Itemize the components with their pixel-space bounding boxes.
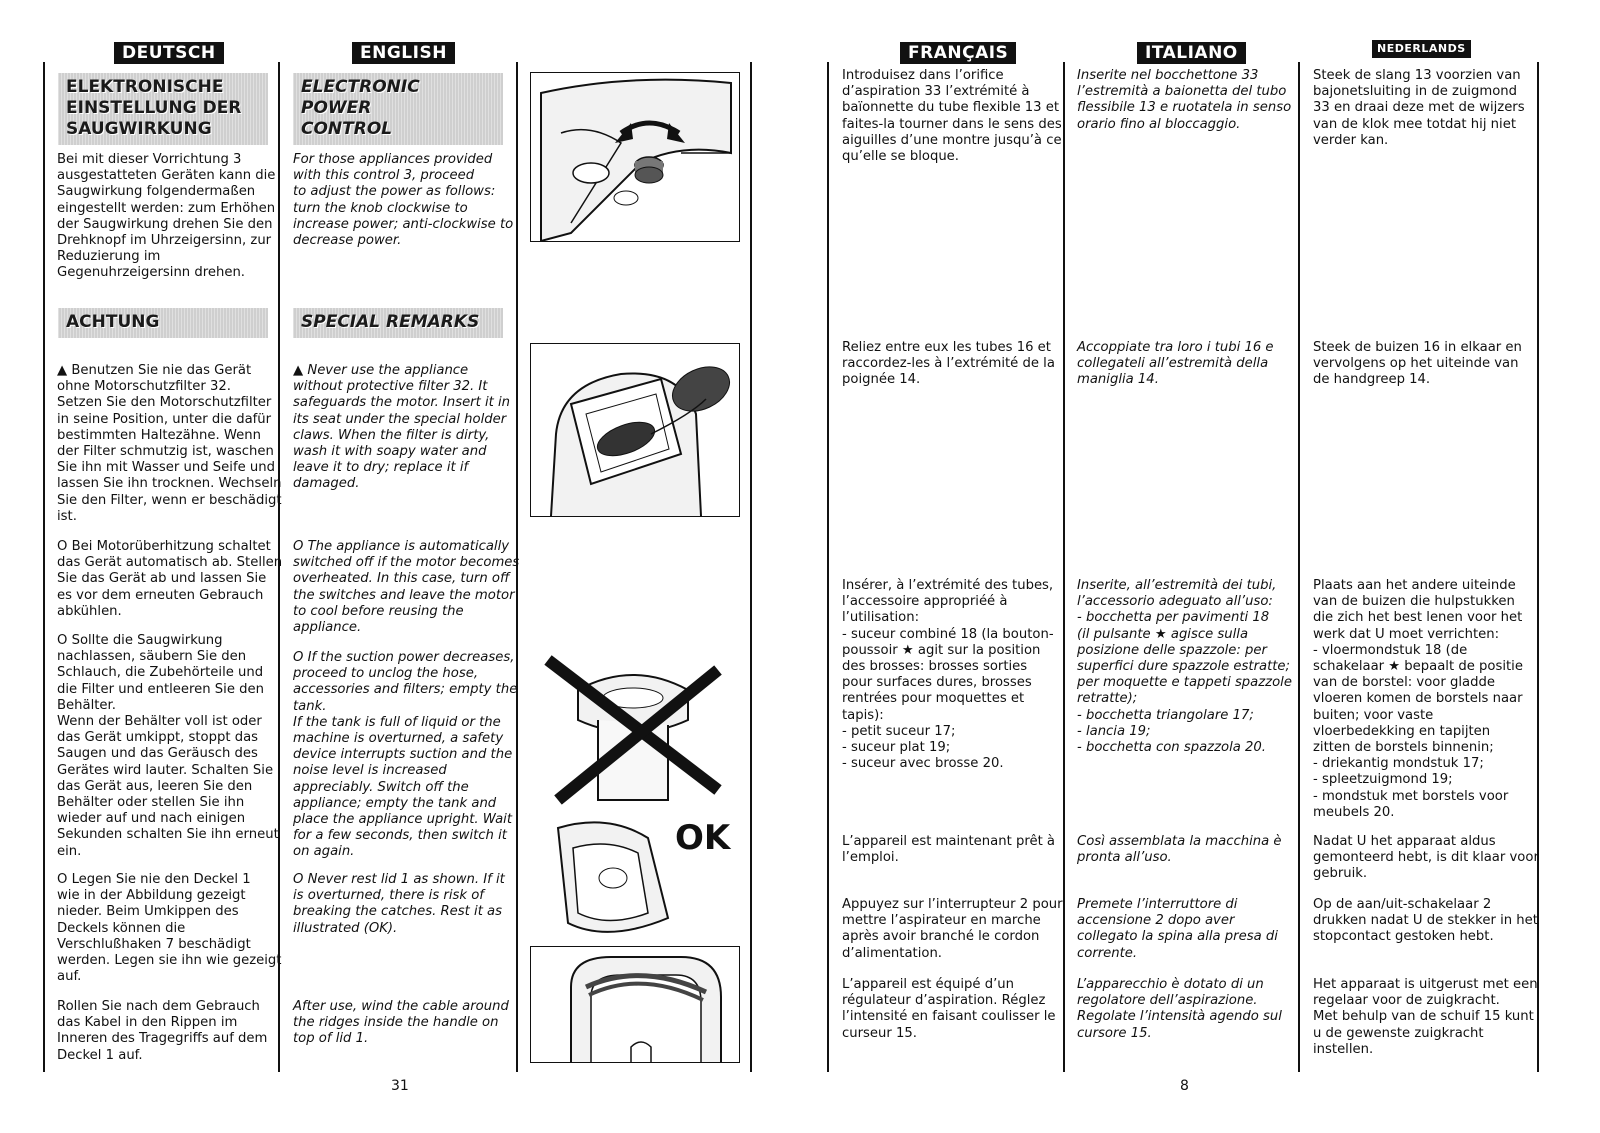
paragraph: Bei mit dieser Vorrichtung 3 ausgestatteten Geräten kann die Saugwirkung folgendermaßen eingestellt werden: zum Erhöhen der Saugwirkung drehen Sie den Drehknopf im Uhrzeigersinn, zur Reduzierung im Gegenuhrzeigersinn drehen.: [57, 152, 276, 281]
figure-lid-ok: [548, 818, 673, 938]
paragraph: After use, wind the cable around the ridges inside the handle on top of lid 1.: [293, 999, 509, 1047]
paragraph: O If the suction power decreases, proceed to unclog the hose, accessories and filters; empty the tank. If the tank is full of liquid or the machine is overturned, a safety device interrupts suction and the noise level is increased appreciably. Switch off the appliance; empty the tank and place the appliance upright. Wait for a few seconds, then switch it on again.: [293, 650, 518, 860]
paragraph: Introduisez dans l’orifice d’aspiration 33 l’extrémité à baïonnette du tube flexible 13 et faites-la tourner dans le sens des aiguilles d’une montre jusqu’à ce qu’elle se bloque.: [842, 68, 1062, 165]
paragraph: Insérer, à l’extrémité des tubes, l’accessoire appropriéé à l’utilisation: - suceur combiné 18 (la bouton- poussoir ★ agit sur la position des brosses: brosses sorties pour surfaces dures, brosses rentrées pour moquettes et tapis): - petit suceur 17; - suceur plat 19; - suceur avec brosse 20.: [842, 578, 1054, 772]
paragraph: O Bei Motorüberhitzung schaltet das Gerät automatisch ab. Stellen Sie das Gerät ab und lassen Sie es vor dem erneuten Gebrauch abkühlen.: [57, 539, 283, 619]
page-number: 31: [391, 1078, 409, 1094]
section-heading: [58, 73, 268, 145]
paragraph: L’apparecchio è dotato di un regolatore dell’aspirazione. Regolate l’intensità agendo sul cursore 15.: [1077, 977, 1282, 1041]
paragraph: ▲ Benutzen Sie nie das Gerät ohne Motorschutzfilter 32. Setzen Sie den Motorschutzfilter in seine Position, unter die dafür bestimmten Haltezähne. Wenn der Filter schmutzig ist, waschen Sie ihn mit Wasser und Seife und lassen Sie ihn trocknen. Wechseln Sie den Filter, wenn er beschädigt ist.: [57, 363, 282, 524]
language-tag-english: ENGLISH: [352, 42, 455, 64]
paragraph: Het apparaat is uitgerust met een regelaar voor de zuigkracht. Met behulp van de schuif 15 kunt u de gewenste zuigkracht instellen.: [1313, 977, 1538, 1057]
paragraph: For those appliances provided with this control 3, proceed to adjust the power as follows: turn the knob clockwise to increase power; anti-clockwise to decrease power.: [293, 152, 514, 249]
figure-lid-wrong: [538, 650, 728, 810]
paragraph: L’appareil est maintenant prêt à l’emploi.: [842, 834, 1056, 866]
figure-cable-wind: [530, 946, 740, 1063]
paragraph: ▲ Never use the appliance without protective filter 32. It safeguards the motor. Insert it in its seat under the special holder claws. When the filter is dirty, wash it with soapy water and leave it to dry; replace it if damaged.: [293, 363, 511, 492]
paragraph: Op de aan/uit-schakelaar 2 drukken nadat U de stekker in het stopcontact gestoken hebt.: [1313, 897, 1538, 945]
paragraph: Appuyez sur l’interrupteur 2 pour mettre l’aspirateur en marche après avoir branché le cordon d’alimentation.: [842, 897, 1063, 961]
heading-text: SPECIAL REMARKS: [301, 312, 480, 332]
column-rule: [43, 62, 45, 1072]
paragraph: Nadat U het apparaat aldus gemonteerd hebt, is dit klaar voor gebruik.: [1313, 834, 1539, 882]
paragraph: Inserite, all’estremità dei tubi, l’accessorio adeguato all’uso: - bocchetta per pavimenti 18 (il pulsante ★ agisce sulla posizione delle spazzole: per superfici dure spazzole estratte; per moquette e tappeti spazzole retratte); - bocchetta triangolare 17; - lancia 19; - bocchetta con spazzola 20.: [1077, 578, 1292, 756]
paragraph: Steek de buizen 16 in elkaar en vervolgens op het uiteinde van de handgreep 14.: [1313, 340, 1522, 388]
paragraph: Steek de slang 13 voorzien van bajonetsluiting in de zuigmond 33 en draai deze met de wijzers van de klok mee totdat hij niet verder kan.: [1313, 68, 1525, 148]
paragraph: Inserite nel bocchettone 33 l’estremità a baionetta del tubo flessibile 13 e ruotatela in senso orario fino al bloccaggio.: [1077, 68, 1292, 132]
page-number: 8: [1180, 1078, 1189, 1094]
language-tag-nederlands: NEDERLANDS: [1372, 40, 1471, 58]
paragraph: O Never rest lid 1 as shown. If it is overturned, there is risk of breaking the catches. Rest it as illustrated (OK).: [293, 872, 505, 936]
column-rule: [1298, 62, 1300, 1072]
ok-label: OK: [675, 818, 731, 858]
language-tag-italiano: ITALIANO: [1137, 42, 1246, 64]
lid-ok-illustration: [548, 818, 673, 938]
paragraph: Plaats aan het andere uiteinde van de buizen die hulpstukken die zich het best lenen voor het werk dat U moet verrichten: - vloermondstuk 18 (de schakelaar ★ bepaalt de positie van de borstel: voor gladde vloeren komen de borstels naar buiten; voor vaste vloerbedekking en tapijten zitten de borstels binnenin; - driekantig mondstuk 17; - spleetzuigmond 19; - mondstuk met borstels voor meubels 20.: [1313, 578, 1523, 820]
column-rule: [1063, 62, 1065, 1072]
power-knob-illustration: [531, 73, 739, 241]
paragraph: O Legen Sie nie den Deckel 1 wie in der Abbildung gezeigt nieder. Beim Umkippen des Deckels können die Verschlußhaken 7 beschädigt werden. Legen sie ihn wie gezeigt auf.: [57, 872, 282, 985]
paragraph: O The appliance is automatically switched off if the motor becomes overheated. In this case, turn off the switches and leave the motor to cool before reusing the appliance.: [293, 539, 520, 636]
paragraph: L’appareil est équipé d’un régulateur d’aspiration. Réglez l’intensité en faisant coulisser le curseur 15.: [842, 977, 1056, 1041]
lid-wrong-illustration: [538, 650, 728, 810]
heading-text: ELEKTRONISCHE EINSTELLUNG DER SAUGWIRKUNG: [66, 77, 242, 139]
column-rule: [827, 62, 829, 1072]
column-rule: [750, 62, 752, 1072]
figure-power-knob: [530, 72, 740, 242]
section-heading: [293, 73, 503, 145]
heading-text: ELECTRONIC POWER CONTROL: [301, 77, 420, 139]
language-tag-francais: FRANÇAIS: [900, 42, 1016, 64]
cable-wind-illustration: [531, 947, 739, 1062]
paragraph: Rollen Sie nach dem Gebrauch das Kabel in den Rippen im Inneren des Tragegriffs auf dem Deckel 1 auf.: [57, 999, 268, 1063]
language-tag-deutsch: DEUTSCH: [114, 42, 224, 64]
paragraph: Premete l’interruttore di accensione 2 dopo aver collegato la spina alla presa di corrente.: [1077, 897, 1278, 961]
heading-text: ACHTUNG: [66, 312, 160, 332]
paragraph: O Sollte die Saugwirkung nachlassen, säubern Sie den Schlauch, die Zubehörteile und die Filter und entleeren Sie den Behälter. Wenn der Behälter voll ist oder das Gerät umkippt, stoppt das Saugen und das Geräusch des Gerätes wird lauter. Schalten Sie das Gerät aus, leeren Sie den Behälter oder stellen Sie ihn wieder auf und nach einigen Sekunden schalten Sie ihn erneut ein.: [57, 633, 279, 859]
paragraph: Così assemblata la macchina è pronta all’uso.: [1077, 834, 1282, 866]
figure-motor-filter: [530, 343, 740, 517]
motor-filter-illustration: [531, 344, 739, 516]
section-heading: [293, 308, 503, 338]
section-heading: [58, 308, 268, 338]
paragraph: Accoppiate tra loro i tubi 16 e collegateli all’estremità della maniglia 14.: [1077, 340, 1274, 388]
paragraph: Reliez entre eux les tubes 16 et raccordez-les à l’extrémité de la poignée 14.: [842, 340, 1055, 388]
